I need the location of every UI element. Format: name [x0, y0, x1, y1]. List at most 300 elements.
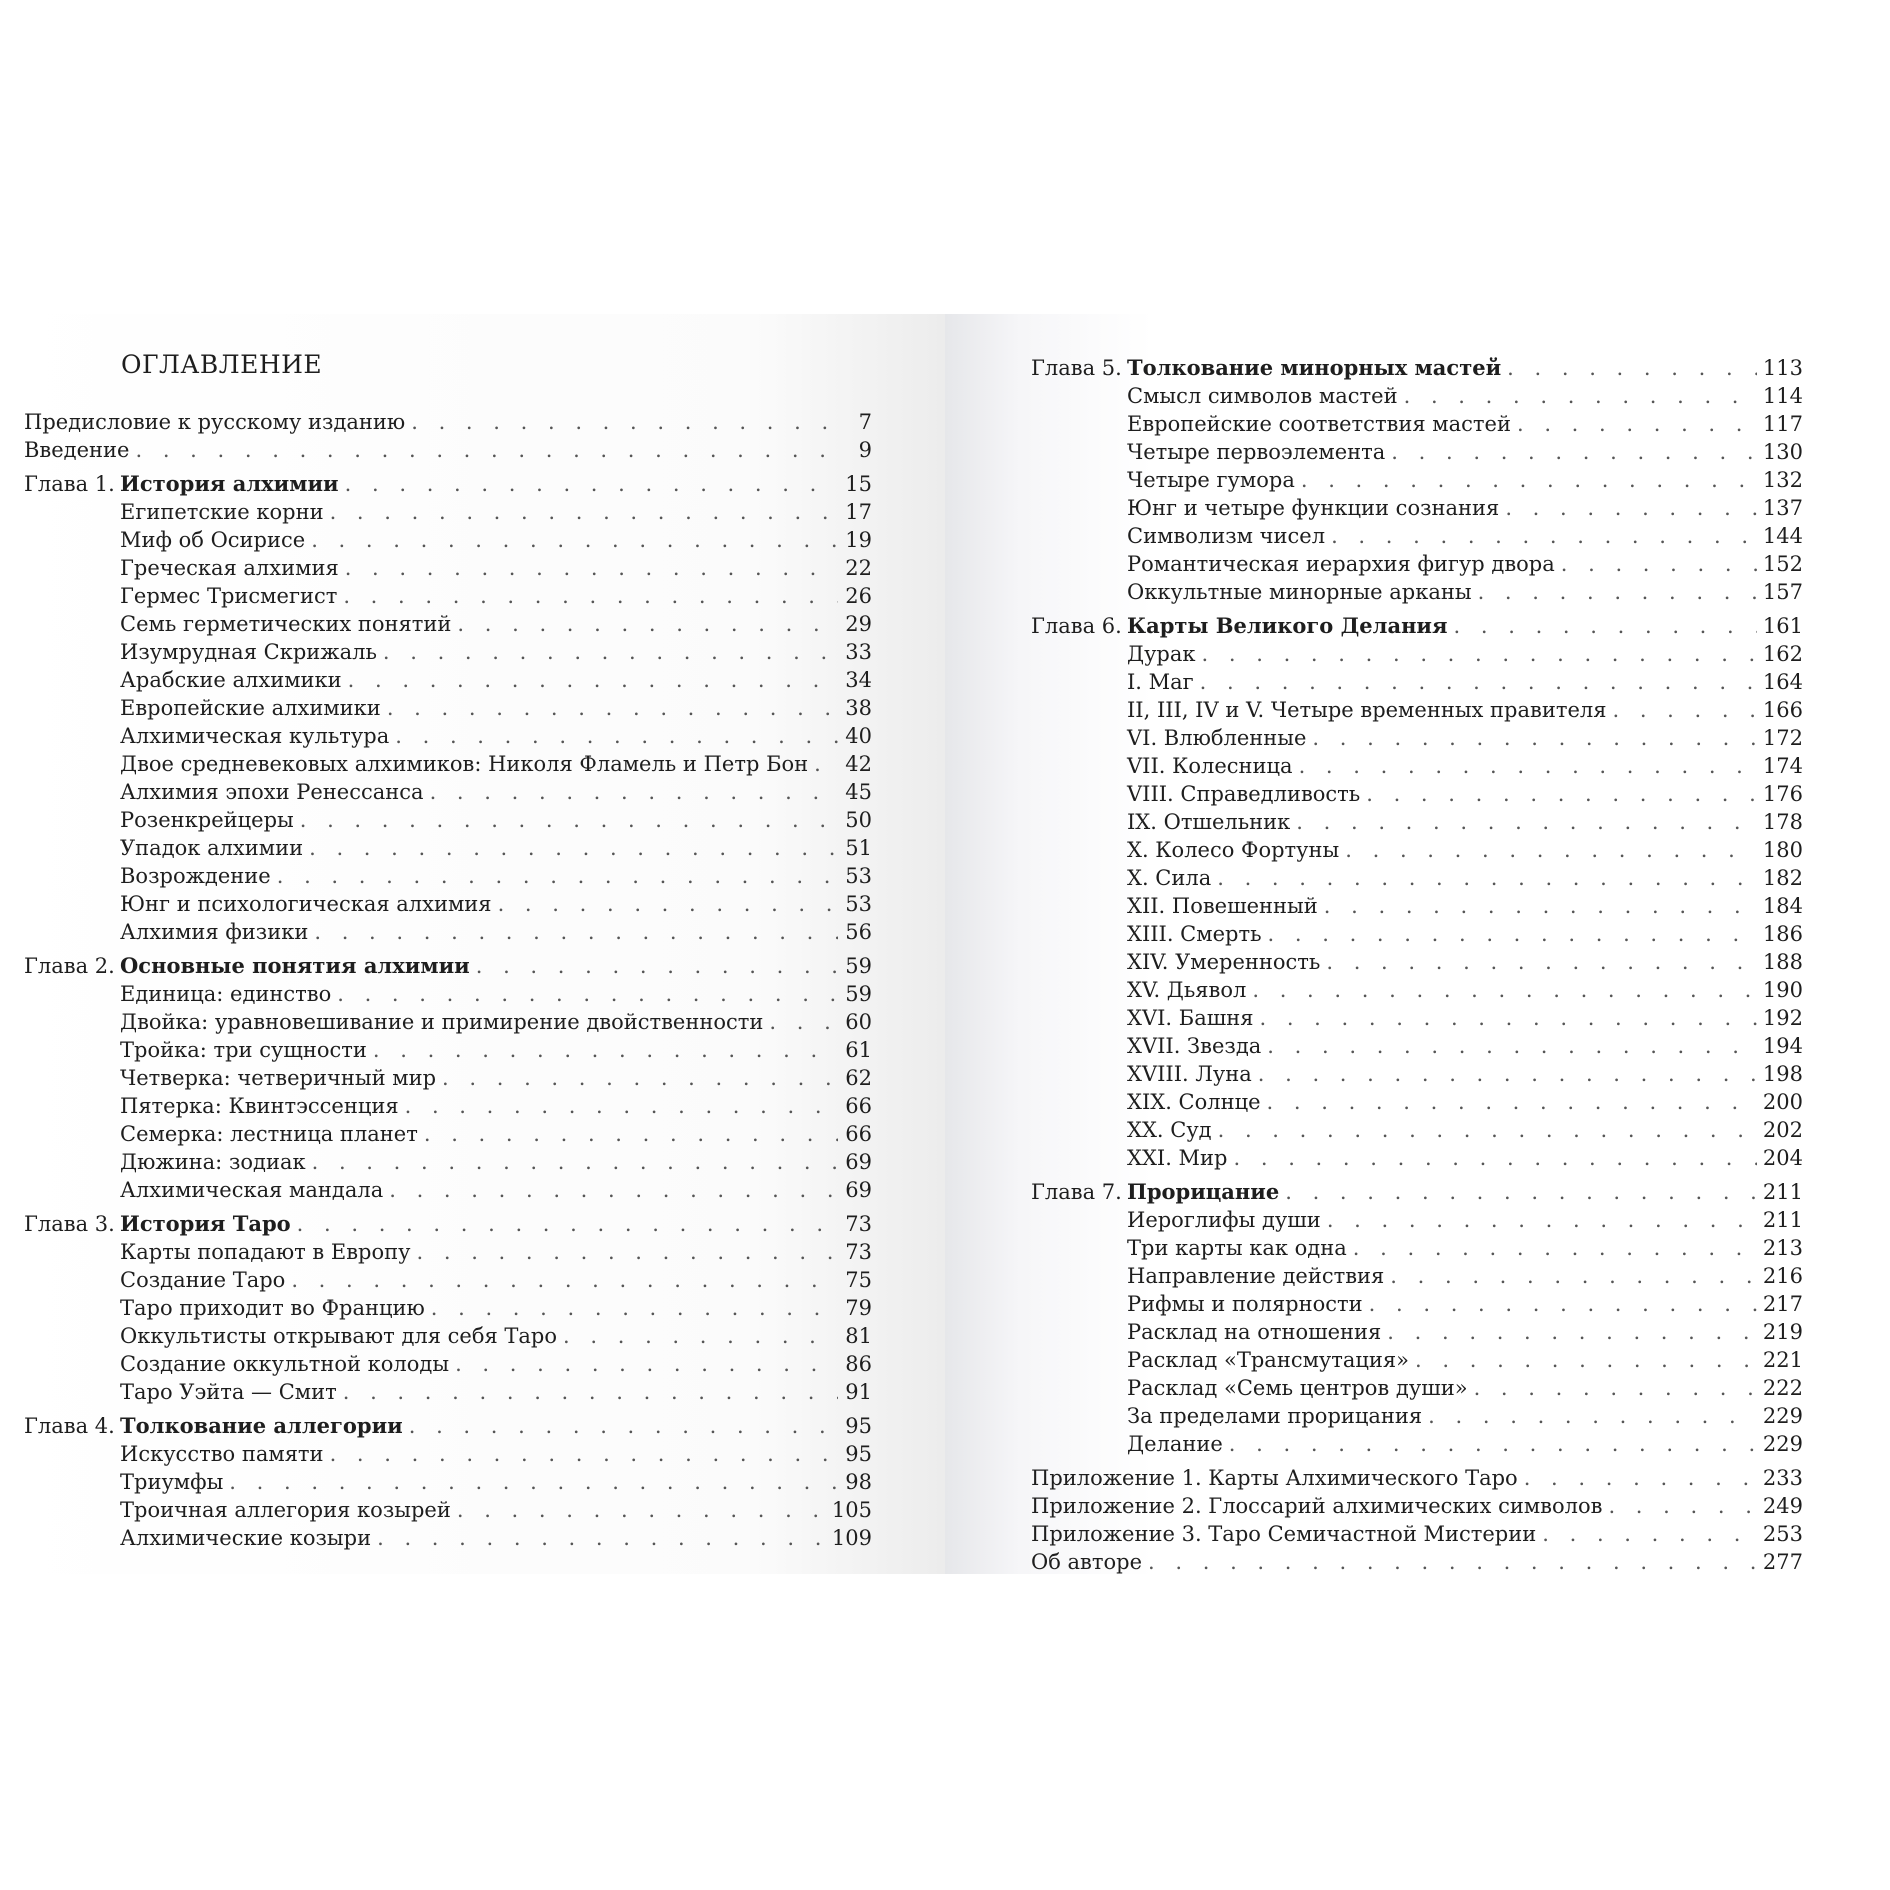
- page-number: 152: [1762, 552, 1803, 576]
- page-number: 200: [1762, 1090, 1803, 1114]
- toc-section-row: [1031, 1004, 1803, 1032]
- page-number: 137: [1762, 496, 1803, 520]
- chapter-label: Глава 7.: [1031, 1180, 1122, 1204]
- page-number: 51: [845, 836, 872, 860]
- toc-entry-row: [1031, 1548, 1803, 1576]
- dot-leader: [430, 778, 838, 806]
- page-number: 59: [845, 954, 872, 978]
- page-number: 166: [1762, 698, 1803, 722]
- entry-title: Оккультисты открывают для себя Таро: [120, 1324, 558, 1348]
- toc-section-row: [24, 1120, 872, 1148]
- dot-leader: [395, 722, 838, 750]
- dot-leader: [769, 1008, 838, 1036]
- dot-leader: [1517, 410, 1757, 438]
- dot-leader: [1218, 1116, 1757, 1144]
- entry-title: Толкование минорных мастей: [1127, 355, 1502, 380]
- toc-section-row: [1031, 466, 1803, 494]
- chapter-label: Глава 2.: [24, 954, 115, 978]
- entry-title: Греческая алхимия: [120, 556, 339, 580]
- dot-leader: [330, 1440, 838, 1468]
- page-number: 132: [1762, 468, 1803, 492]
- dot-leader: [1415, 1346, 1757, 1374]
- page-number: 53: [845, 864, 872, 888]
- toc-heading: ОГЛАВЛЕНИЕ: [121, 350, 323, 379]
- page-number: 53: [845, 892, 872, 916]
- page-number: 157: [1762, 580, 1803, 604]
- toc-list-left: [24, 408, 872, 1552]
- toc-section-row: [24, 1238, 872, 1266]
- page-number: 69: [845, 1150, 872, 1174]
- page-number: 86: [845, 1352, 872, 1376]
- toc-entry-row: [1031, 1492, 1803, 1520]
- entry-title: X. Колесо Фортуны: [1127, 838, 1340, 862]
- entry-title: Оккультные минорные арканы: [1127, 580, 1472, 604]
- left-page: [0, 314, 945, 1574]
- page-number: 38: [845, 696, 872, 720]
- dot-leader: [409, 1412, 838, 1440]
- entry-title: Четыре гумора: [1127, 468, 1295, 492]
- entry-title: XXI. Мир: [1127, 1146, 1228, 1170]
- page-number: 253: [1762, 1522, 1803, 1546]
- entry-title: II, III, IV и V. Четыре временных правителя: [1127, 698, 1607, 722]
- dot-leader: [457, 1496, 826, 1524]
- dot-leader: [411, 408, 838, 436]
- entry-title: Юнг и четыре функции сознания: [1127, 496, 1500, 520]
- page-number: 192: [1762, 1006, 1803, 1030]
- toc-section-row: [24, 1064, 872, 1092]
- toc-section-row: [1031, 1402, 1803, 1430]
- toc-section-row: [1031, 522, 1803, 550]
- dot-leader: [1542, 1520, 1757, 1548]
- toc-section-row: [24, 1378, 872, 1406]
- entry-title: VIII. Справедливость: [1127, 782, 1361, 806]
- page-number: 26: [845, 584, 872, 608]
- chapter-label: Глава 6.: [1031, 614, 1122, 638]
- dot-leader: [1301, 466, 1757, 494]
- toc-section-row: [1031, 976, 1803, 1004]
- dot-leader: [337, 980, 838, 1008]
- toc-section-row: [1031, 1032, 1803, 1060]
- entry-title: Алхимия эпохи Ренессанса: [120, 780, 424, 804]
- toc-chapter-row: [24, 952, 872, 980]
- toc-section-row: [24, 1524, 872, 1552]
- page-number: 249: [1762, 1494, 1803, 1518]
- toc-chapter-row: [1031, 354, 1803, 382]
- chapter-label: Глава 4.: [24, 1414, 115, 1438]
- dot-leader: [1428, 1402, 1757, 1430]
- dot-leader: [1612, 696, 1756, 724]
- toc-section-row: [1031, 1430, 1803, 1458]
- toc-section-row: [24, 1350, 872, 1378]
- entry-title: Двойка: уравновешивание и примирение двойственности: [120, 1010, 764, 1034]
- page-number: 190: [1762, 978, 1803, 1002]
- page-number: 174: [1762, 754, 1803, 778]
- toc-section-row: [24, 834, 872, 862]
- toc-section-row: [24, 1266, 872, 1294]
- dot-leader: [373, 1036, 838, 1064]
- entry-title: Алхимическая мандала: [120, 1178, 384, 1202]
- entry-title: X. Сила: [1127, 866, 1212, 890]
- entry-title: Таро приходит во Францию: [120, 1296, 425, 1320]
- toc-section-row: [24, 1440, 872, 1468]
- page-number: 178: [1762, 810, 1803, 834]
- toc-section-row: [1031, 1374, 1803, 1402]
- toc-list-right: [1031, 354, 1803, 1576]
- page-number: 233: [1762, 1466, 1803, 1490]
- book-spread: [0, 314, 1890, 1574]
- entry-title: Введение: [24, 438, 130, 462]
- dot-leader: [1202, 640, 1757, 668]
- dot-leader: [1217, 864, 1757, 892]
- dot-leader: [442, 1064, 838, 1092]
- dot-leader: [1267, 1088, 1757, 1116]
- entry-title: Расклад «Трансмутация»: [1127, 1348, 1410, 1372]
- dot-leader: [311, 526, 838, 554]
- page-number: 194: [1762, 1034, 1803, 1058]
- dot-leader: [1312, 724, 1756, 752]
- dot-leader: [1353, 1234, 1757, 1262]
- page-number: 277: [1762, 1550, 1803, 1574]
- dot-leader: [1561, 550, 1757, 578]
- dot-leader: [1324, 892, 1757, 920]
- toc-section-row: [1031, 948, 1803, 976]
- dot-leader: [387, 694, 838, 722]
- page-number: 109: [831, 1526, 872, 1550]
- page-number: 198: [1762, 1062, 1803, 1086]
- chapter-label: Глава 3.: [24, 1212, 115, 1236]
- dot-leader: [1296, 808, 1757, 836]
- entry-title: Упадок алхимии: [120, 836, 304, 860]
- toc-section-row: [24, 694, 872, 722]
- toc-section-row: [24, 1322, 872, 1350]
- entry-title: XVIII. Луна: [1127, 1062, 1252, 1086]
- toc-section-row: [1031, 640, 1803, 668]
- dot-leader: [300, 806, 838, 834]
- page-number: 202: [1762, 1118, 1803, 1142]
- entry-title: Предисловие к русскому изданию: [24, 410, 406, 434]
- entry-title: Символизм чисел: [1127, 524, 1326, 548]
- page-number: 95: [845, 1414, 872, 1438]
- dot-leader: [1369, 1290, 1757, 1318]
- toc-section-row: [24, 1036, 872, 1064]
- page-number: 161: [1762, 614, 1803, 638]
- entry-title: Гермес Трисмегист: [120, 584, 338, 608]
- toc-section-row: [1031, 1290, 1803, 1318]
- page-number: 213: [1762, 1236, 1803, 1260]
- entry-title: Миф об Осирисе: [120, 528, 306, 552]
- page-number: 204: [1762, 1146, 1803, 1170]
- dot-leader: [1268, 920, 1757, 948]
- dot-leader: [1524, 1464, 1757, 1492]
- dot-leader: [457, 610, 838, 638]
- page-number: 79: [845, 1296, 872, 1320]
- toc-section-row: [24, 918, 872, 946]
- toc-section-row: [1031, 1060, 1803, 1088]
- page-number: 184: [1762, 894, 1803, 918]
- dot-leader: [1331, 522, 1757, 550]
- dot-leader: [1345, 836, 1757, 864]
- entry-title: XIX. Солнце: [1127, 1090, 1261, 1114]
- page-number: 162: [1762, 642, 1803, 666]
- page-number: 113: [1762, 356, 1803, 380]
- dot-leader: [1505, 494, 1757, 522]
- entry-title: Приложение 3. Таро Семичастной Мистерии: [1031, 1522, 1537, 1546]
- entry-title: Изумрудная Скрижаль: [120, 640, 377, 664]
- page-number: 59: [845, 982, 872, 1006]
- dot-leader: [1148, 1548, 1757, 1576]
- dot-leader: [229, 1468, 838, 1496]
- toc-section-row: [1031, 696, 1803, 724]
- toc-section-row: [24, 722, 872, 750]
- dot-leader: [476, 952, 838, 980]
- entry-title: Рифмы и полярности: [1127, 1292, 1363, 1316]
- entry-title: XX. Суд: [1127, 1118, 1212, 1142]
- page-number: 61: [845, 1038, 872, 1062]
- entry-title: За пределами прорицания: [1127, 1404, 1423, 1428]
- toc-section-row: [24, 806, 872, 834]
- entry-title: Розенкрейцеры: [120, 808, 294, 832]
- page-number: 15: [845, 472, 872, 496]
- entry-title: IX. Отшельник: [1127, 810, 1291, 834]
- toc-section-row: [24, 582, 872, 610]
- entry-title: Возрождение: [120, 864, 271, 888]
- dot-leader: [1229, 1430, 1757, 1458]
- toc-section-row: [1031, 920, 1803, 948]
- dot-leader: [383, 638, 838, 666]
- dot-leader: [343, 582, 838, 610]
- page-number: 66: [845, 1122, 872, 1146]
- dot-leader: [1285, 1178, 1757, 1206]
- entry-title: Искусство памяти: [120, 1442, 324, 1466]
- toc-section-row: [1031, 724, 1803, 752]
- dot-leader: [297, 1210, 838, 1238]
- dot-leader: [431, 1294, 838, 1322]
- toc-section-row: [1031, 1088, 1803, 1116]
- entry-title: XIV. Умеренность: [1127, 950, 1321, 974]
- page-number: 69: [845, 1178, 872, 1202]
- toc-section-row: [24, 778, 872, 806]
- entry-title: Европейские алхимики: [120, 696, 381, 720]
- entry-title: Прорицание: [1127, 1179, 1280, 1204]
- toc-section-row: [24, 498, 872, 526]
- entry-title: Дурак: [1127, 642, 1196, 666]
- entry-title: Приложение 2. Глоссарий алхимических символов: [1031, 1494, 1603, 1518]
- entry-title: Пятерка: Квинтэссенция: [120, 1094, 399, 1118]
- page-number: 62: [845, 1066, 872, 1090]
- entry-title: Арабские алхимики: [120, 668, 342, 692]
- dot-leader: [1327, 1206, 1757, 1234]
- entry-title: Расклад на отношения: [1127, 1320, 1382, 1344]
- toc-section-row: [24, 666, 872, 694]
- toc-section-row: [1031, 668, 1803, 696]
- toc-section-row: [24, 750, 872, 778]
- toc-section-row: [1031, 808, 1803, 836]
- toc-entry-row: [24, 408, 872, 436]
- page-number: 7: [858, 410, 872, 434]
- toc-section-row: [1031, 1144, 1803, 1172]
- dot-leader: [389, 1176, 838, 1204]
- toc-section-row: [24, 1008, 872, 1036]
- entry-title: Единица: единство: [120, 982, 332, 1006]
- toc-section-row: [1031, 1346, 1803, 1374]
- page-number: 95: [845, 1442, 872, 1466]
- dot-leader: [498, 890, 838, 918]
- toc-section-row: [24, 610, 872, 638]
- toc-section-row: [24, 638, 872, 666]
- entry-title: Карты попадают в Европу: [120, 1240, 411, 1264]
- toc-section-row: [1031, 382, 1803, 410]
- toc-section-row: [1031, 1262, 1803, 1290]
- toc-chapter-row: [1031, 1178, 1803, 1206]
- dot-leader: [405, 1092, 838, 1120]
- page-number: 29: [845, 612, 872, 636]
- toc-section-row: [24, 1294, 872, 1322]
- entry-title: Дюжина: зодиак: [120, 1150, 306, 1174]
- toc-section-row: [24, 1468, 872, 1496]
- entry-title: VII. Колесница: [1127, 754, 1293, 778]
- dot-leader: [1608, 1492, 1756, 1520]
- toc-section-row: [1031, 780, 1803, 808]
- dot-leader: [1252, 976, 1757, 1004]
- entry-title: Об авторе: [1031, 1550, 1143, 1574]
- dot-leader: [345, 470, 838, 498]
- entry-title: Создание оккультной колоды: [120, 1352, 450, 1376]
- right-page: [945, 314, 1890, 1574]
- dot-leader: [563, 1322, 838, 1350]
- entry-title: XVI. Башня: [1127, 1006, 1254, 1030]
- page-number: 9: [858, 438, 872, 462]
- dot-leader: [1404, 382, 1757, 410]
- entry-title: Египетские корни: [120, 500, 324, 524]
- page-number: 17: [845, 500, 872, 524]
- entry-title: Карты Великого Делания: [1127, 613, 1448, 638]
- entry-title: Таро Уэйта — Смит: [120, 1380, 337, 1404]
- entry-title: Триумфы: [120, 1470, 224, 1494]
- dot-leader: [1299, 752, 1757, 780]
- page-number: 19: [845, 528, 872, 552]
- entry-title: Смысл символов мастей: [1127, 384, 1398, 408]
- page-number: 73: [845, 1240, 872, 1264]
- page-number: 45: [845, 780, 872, 804]
- entry-title: Двое средневековых алхимиков: Николя Фламель и Петр Бон: [120, 752, 809, 776]
- toc-section-row: [1031, 864, 1803, 892]
- page-number: 40: [845, 724, 872, 748]
- dot-leader: [1390, 1262, 1757, 1290]
- page-number: 219: [1762, 1320, 1803, 1344]
- toc-chapter-row: [24, 1210, 872, 1238]
- dot-leader: [1258, 1060, 1757, 1088]
- page-number: 188: [1762, 950, 1803, 974]
- toc-section-row: [1031, 1206, 1803, 1234]
- entry-title: Иероглифы души: [1127, 1208, 1321, 1232]
- page-number: 60: [845, 1010, 872, 1034]
- entry-title: Европейские соответствия мастей: [1127, 412, 1511, 436]
- dot-leader: [455, 1350, 838, 1378]
- dot-leader: [1478, 578, 1757, 606]
- page-number: 66: [845, 1094, 872, 1118]
- page-number: 180: [1762, 838, 1803, 862]
- entry-title: Создание Таро: [120, 1268, 286, 1292]
- dot-leader: [330, 498, 838, 526]
- entry-title: Семерка: лестница планет: [120, 1122, 418, 1146]
- dot-leader: [1259, 1004, 1756, 1032]
- toc-section-row: [1031, 438, 1803, 466]
- entry-title: Тройка: три сущности: [120, 1038, 367, 1062]
- dot-leader: [309, 834, 838, 862]
- page-number: 172: [1762, 726, 1803, 750]
- entry-title: Толкование аллегории: [120, 1413, 403, 1438]
- page-number: 217: [1762, 1292, 1803, 1316]
- toc-entry-row: [1031, 1520, 1803, 1548]
- dot-leader: [291, 1266, 838, 1294]
- dot-leader: [345, 554, 838, 582]
- toc-section-row: [24, 862, 872, 890]
- dot-leader: [314, 918, 838, 946]
- entry-title: Троичная аллегория козырей: [120, 1498, 451, 1522]
- page-number: 176: [1762, 782, 1803, 806]
- entry-title: Семь герметических понятий: [120, 612, 452, 636]
- toc-entry-row: [24, 436, 872, 464]
- toc-section-row: [1031, 1234, 1803, 1262]
- entry-title: Четыре первоэлемента: [1127, 440, 1386, 464]
- entry-title: История Таро: [120, 1211, 291, 1236]
- dot-leader: [417, 1238, 839, 1266]
- toc-section-row: [24, 890, 872, 918]
- dot-leader: [1474, 1374, 1757, 1402]
- page-number: 130: [1762, 440, 1803, 464]
- dot-leader: [1326, 948, 1757, 976]
- dot-leader: [343, 1378, 838, 1406]
- toc-section-row: [1031, 578, 1803, 606]
- page-number: 98: [845, 1470, 872, 1494]
- entry-title: XIII. Смерть: [1127, 922, 1262, 946]
- page-number: 229: [1762, 1432, 1803, 1456]
- entry-title: Алхимическая культура: [120, 724, 390, 748]
- dot-leader: [1391, 438, 1757, 466]
- page-number: 216: [1762, 1264, 1803, 1288]
- entry-title: Алхимические козыри: [120, 1526, 372, 1550]
- page-number: 42: [845, 752, 872, 776]
- page-number: 75: [845, 1268, 872, 1292]
- dot-leader: [1454, 612, 1757, 640]
- dot-leader: [1507, 354, 1757, 382]
- entry-title: XVII. Звезда: [1127, 1034, 1262, 1058]
- toc-section-row: [1031, 494, 1803, 522]
- chapter-label: Глава 5.: [1031, 356, 1122, 380]
- page-number: 33: [845, 640, 872, 664]
- page-number: 73: [845, 1212, 872, 1236]
- entry-title: VI. Влюбленные: [1127, 726, 1307, 750]
- page-number: 114: [1762, 384, 1803, 408]
- page-number: 211: [1762, 1208, 1803, 1232]
- page-number: 221: [1762, 1348, 1803, 1372]
- toc-chapter-row: [1031, 612, 1803, 640]
- dot-leader: [1200, 668, 1757, 696]
- toc-section-row: [1031, 892, 1803, 920]
- entry-title: Юнг и психологическая алхимия: [120, 892, 492, 916]
- entry-title: История алхимии: [120, 471, 339, 496]
- page-number: 91: [845, 1380, 872, 1404]
- toc-section-row: [24, 1176, 872, 1204]
- toc-section-row: [24, 1496, 872, 1524]
- chapter-label: Глава 1.: [24, 472, 115, 496]
- toc-section-row: [24, 1092, 872, 1120]
- toc-entry-row: [1031, 1464, 1803, 1492]
- page-number: 56: [845, 920, 872, 944]
- toc-section-row: [1031, 410, 1803, 438]
- entry-title: Четверка: четверичный мир: [120, 1066, 437, 1090]
- toc-section-row: [24, 1148, 872, 1176]
